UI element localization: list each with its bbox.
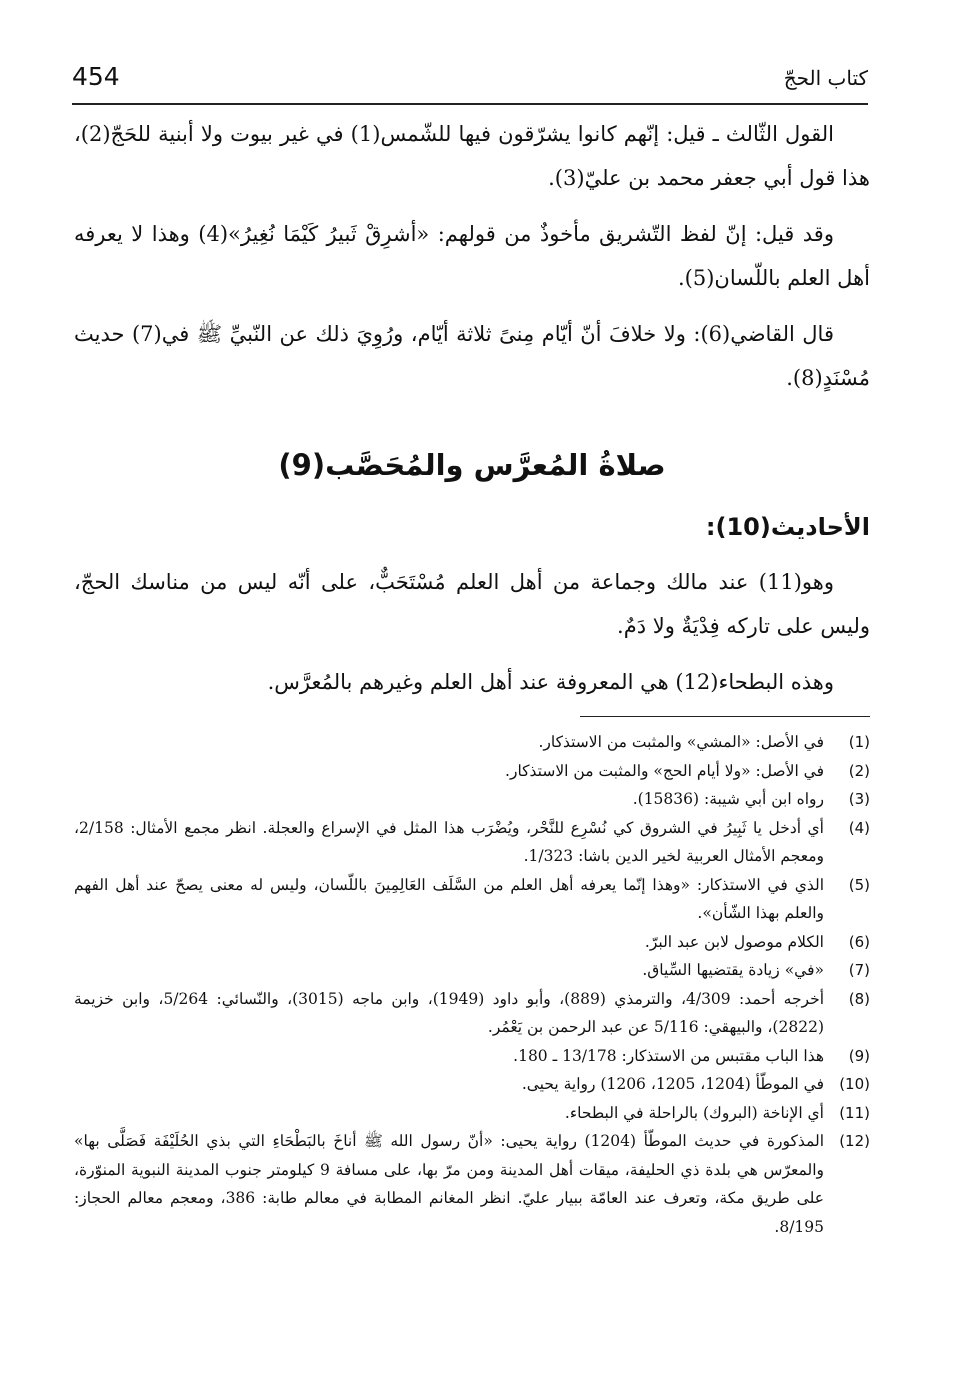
footnotes: [74, 728, 870, 1241]
footnote-number: (3): [848, 790, 870, 808]
footnote-number: (4): [848, 818, 870, 837]
footnote: [74, 956, 870, 985]
footnote-number: (10): [839, 1075, 870, 1093]
footnote: [74, 757, 870, 786]
footnote-text: رواه ابن أبي شيبة: (15836).: [632, 790, 824, 808]
paragraph: وهذه البطحاء(12) هي المعروفة عند أهل العلم وغيرهم بالمُعرَّس.: [267, 670, 834, 694]
footnote: [74, 1099, 870, 1128]
section-title: صلاةُ المُعرَّس والمُحَصَّب(9): [278, 448, 666, 482]
footnote-text: «في» زيادة يقتضيها السِّياق.: [642, 961, 824, 979]
footnote-number: (6): [848, 932, 870, 951]
footnote: [74, 1042, 870, 1071]
main-text: [74, 112, 870, 716]
footnote: [74, 1127, 870, 1241]
footnote-divider: [580, 716, 870, 717]
page-number: 454: [72, 62, 120, 91]
footnote-number: (7): [848, 961, 870, 979]
running-header: [72, 62, 868, 102]
sub-heading: الأحاديث(10):: [705, 513, 870, 541]
footnote-text: في الأصل: «ولا أيام الحج» والمثبت من الاستذكار.: [505, 761, 824, 780]
footnote-text: أخرجه أحمد: 4/309، والترمذي (889)، وأبو داود (1949)، وابن ماجه (3015)، والنّسائي: 5/264، وابن خزيمة (2822)، والبيهقي: 5/116 عن عبد الرحمن بن يَعْمُر.: [74, 989, 824, 1036]
footnote-number: (5): [848, 875, 870, 894]
footnote: [74, 928, 870, 957]
footnote-number: (1): [848, 733, 870, 751]
footnote-text: أي الإناخة (البروك) بالراحلة في البطحاء.: [564, 1103, 824, 1122]
footnote: [74, 871, 870, 928]
footnote-number: (2): [848, 761, 870, 780]
paragraph: وقد قيل: إنّ لفظ التّشريق مأخوذٌ من قولهم: «أشرِقْ ثَبيرُ كَيْمَا نُغِيرُ»(4) وهذا لا يعرفه أهل العلم باللّسان(5).: [74, 222, 870, 290]
footnote-text: أي أدخل يا ثَبِيرُ في الشروق كي نُسْرِع للنَّحْر، ويُضْرَب هذا المثل في الإسراع والعجلة. انظر مجمع الأمثال: 2/158، ومعجم الأمثال العربية لخير الدين باشا: 1/323.: [74, 818, 824, 865]
footnote-text: الكلام موصول لابن عبد البرّ.: [644, 932, 824, 951]
footnote-text: هذا الباب مقتبس من الاستذكار: 13/178 ـ 180.: [513, 1046, 824, 1065]
footnote: [74, 814, 870, 871]
footnote-text: الذي في الاستذكار: «وهذا إنّما يعرفه أهل العلم من السَّلَف العَالِمِينَ باللّسان، وليس له معنى يصحّ عند أهل الفهم والعلم بهذا الشّأن».: [74, 875, 824, 922]
footnote: [74, 728, 870, 757]
footnote-text: في الموطّأ (1204، 1205، 1206) رواية يحيى.: [521, 1075, 824, 1093]
footnote-number: (8): [848, 989, 870, 1008]
header-divider: [72, 103, 868, 105]
footnote-number: (12): [839, 1132, 870, 1150]
book-title: كتاب الحجّ: [783, 66, 868, 90]
footnote-number: (9): [848, 1046, 870, 1065]
footnote: [74, 785, 870, 814]
footnote-text: المذكورة في حديث الموطّأ (1204) رواية يحيى: «أنّ رسول الله ﷺ أناخَ بالبَطْحَاءِ التي بذي الحُلَيْفَة فَصَلَّى بها» والمعرّس هي بلدة ذي الحليفة، ميقات أهل المدينة ومن مرّ بها، على مسافة 9 كيلومتر جنوب المدينة النبوية المنوّرة، على طريق مكة، وتعرف عند العامّة ببيار عليّ. انظر المغانم المطابة في معالم طابة: 386، ومعجم معالم الحجاز: 8/195.: [74, 1132, 824, 1236]
paragraph: قال القاضي(6): ولا خلافَ أنّ أيّام مِنىً ثلاثة أيّام، ورُوِيَ ذلك عن النّبيِّ ﷺ في(7) حديث مُسْنَدٍ(8).: [74, 322, 870, 390]
paragraph: القول الثّالث ـ قيل: إنّهم كانوا يشرّقون فيها للشّمس(1) في غير بيوت ولا أبنية للحَجّ(2)، هذا قول أبي جعفر محمد بن عليّ(3).: [74, 122, 870, 190]
paragraph: وهو(11) عند مالك وجماعة من أهل العلم مُسْتَحَبٌّ، على أنّه ليس من مناسك الحجّ، وليس على تاركه فِدْيَةٌ ولا دَمٌ.: [74, 570, 870, 638]
footnote-text: في الأصل: «المشي» والمثبت من الاستذكار.: [538, 733, 824, 751]
footnote: [74, 1070, 870, 1099]
footnote-number: (11): [839, 1103, 870, 1122]
footnote: [74, 985, 870, 1042]
